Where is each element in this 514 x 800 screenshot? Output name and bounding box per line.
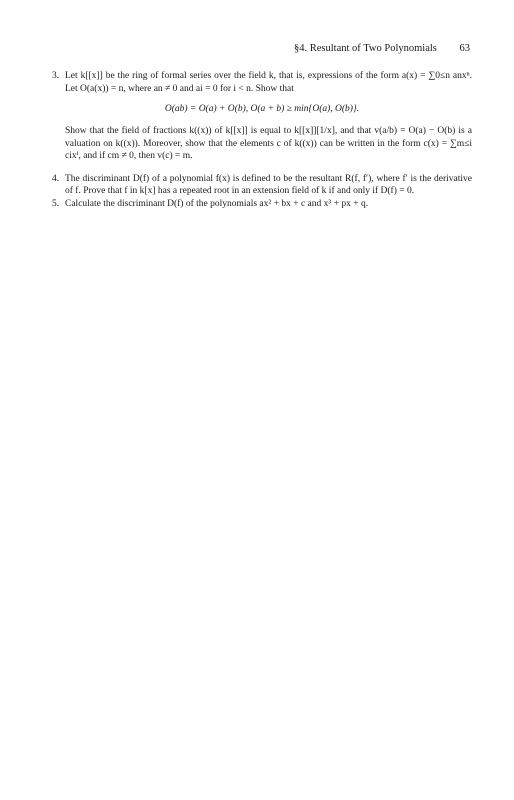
exercise-continuation: Show that the field of fractions k((x)) of k[[x]] is equal to k[[x]][1/x], and that v(a/b) = O(a) − O(b) is a valuation on k((x)). Moreover, show that the elements c of k((x)) can be written in the form c(x) = ∑m≤i cixⁱ, and if cm ≠ 0, then v(c) = m.	[65, 126, 472, 162]
exercise-text: The discriminant D(f) of a polynomial f(x) is defined to be the resultant R(f, f′), where f′ is the derivative of f. Prove that f in k[x] has a repeated root in an extension field of k if and only if D(f) = 0.	[65, 173, 472, 197]
page-number: 63	[459, 43, 470, 54]
exercise-number: 5.	[52, 198, 60, 209]
section-title: §4. Resultant of Two Polynomials	[294, 43, 437, 54]
running-head	[294, 43, 470, 54]
exercise-list	[52, 70, 472, 210]
exercise-3	[52, 70, 472, 163]
exercise-4	[52, 173, 472, 198]
exercise-text: Let k[[x]] be the ring of formal series over the field k, that is, expressions of the form a(x) = ∑0≤n anxⁿ. Let O(a(x)) = n, where an ≠ 0 and ai = 0 for i < n. Show that	[65, 71, 472, 94]
exercise-5	[52, 198, 472, 211]
exercise-number: 3.	[52, 71, 60, 81]
exercise-number: 4.	[52, 173, 60, 184]
exercise-text: Calculate the discriminant D(f) of the polynomials ax² + bx + c and x³ + px + q.	[65, 198, 369, 209]
display-equation: O(ab) = O(a) + O(b), O(a + b) ≥ min{O(a), O(b)}.	[164, 104, 360, 115]
